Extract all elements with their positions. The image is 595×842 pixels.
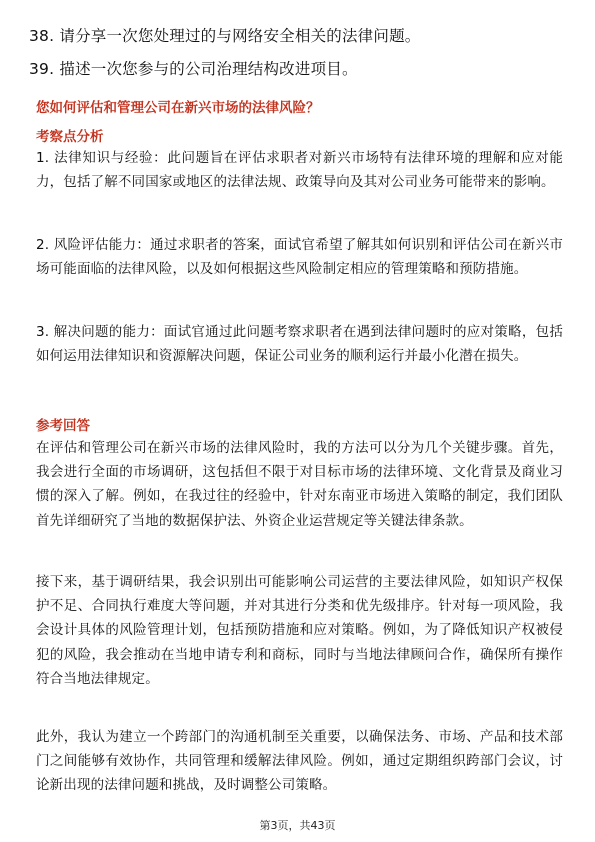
page-number-footer: 第3页，共43页	[259, 819, 336, 832]
analysis-heading: 考察点分析	[36, 129, 104, 145]
analysis-point-2: 2. 风险评估能力：通过求职者的答案，面试官希望了解其如何识别和评估公司在新兴市场可能面临的法律风险，以及如何根据这些风险制定相应的管理策略和预防措施。	[36, 237, 563, 278]
question-38: 38. 请分享一次您处理过的与网络安全相关的法律问题。	[29, 27, 421, 45]
analysis-point-3: 3. 解决问题的能力：面试官通过此问题考察求职者在遇到法律问题时的应对策略，包括如何运用法律知识和资源解决问题，保证公司业务的顺利运行并最小化潜在损失。	[36, 324, 563, 365]
section-title: 您如何评估和管理公司在新兴市场的法律风险？	[36, 100, 320, 116]
answer-paragraph-3: 此外，我认为建立一个跨部门的沟通机制至关重要，以确保法务、市场、产品和技术部门之间能够有效协作，共同管理和缓解法律风险。例如，通过定期组织跨部门会议，讨论新出现的法律问题和挑战，及时调整公司策略。	[36, 729, 563, 794]
analysis-point-1: 1. 法律知识与经验：此问题旨在评估求职者对新兴市场特有法律环境的理解和应对能力，包括了解不同国家或地区的法律法规、政策导向及其对公司业务可能带来的影响。	[36, 150, 563, 191]
question-39: 39. 描述一次您参与的公司治理结构改进项目。	[29, 60, 358, 78]
answer-paragraph-1: 在评估和管理公司在新兴市场的法律风险时，我的方法可以分为几个关键步骤。首先，我会进行全面的市场调研，这包括但不限于对目标市场的法律环境、文化背景及商业习惯的深入了解。例如，在我过往的经验中，针对东南亚市场进入策略的制定，我们团队首先详细研究了当地的数据保护法、外资企业运营规定等关键法律条款。	[36, 440, 563, 529]
answer-heading: 参考回答	[36, 418, 90, 434]
answer-paragraph-2: 接下来，基于调研结果，我会识别出可能影响公司运营的主要法律风险，如知识产权保护不足、合同执行难度大等问题，并对其进行分类和优先级排序。针对每一项风险，我会设计具体的风险管理计划，包括预防措施和应对策略。例如，为了降低知识产权被侵犯的风险，我会推动在当地申请专利和商标，同时与当地法律顾问合作，确保所有操作符合当地法律规定。	[36, 574, 563, 687]
